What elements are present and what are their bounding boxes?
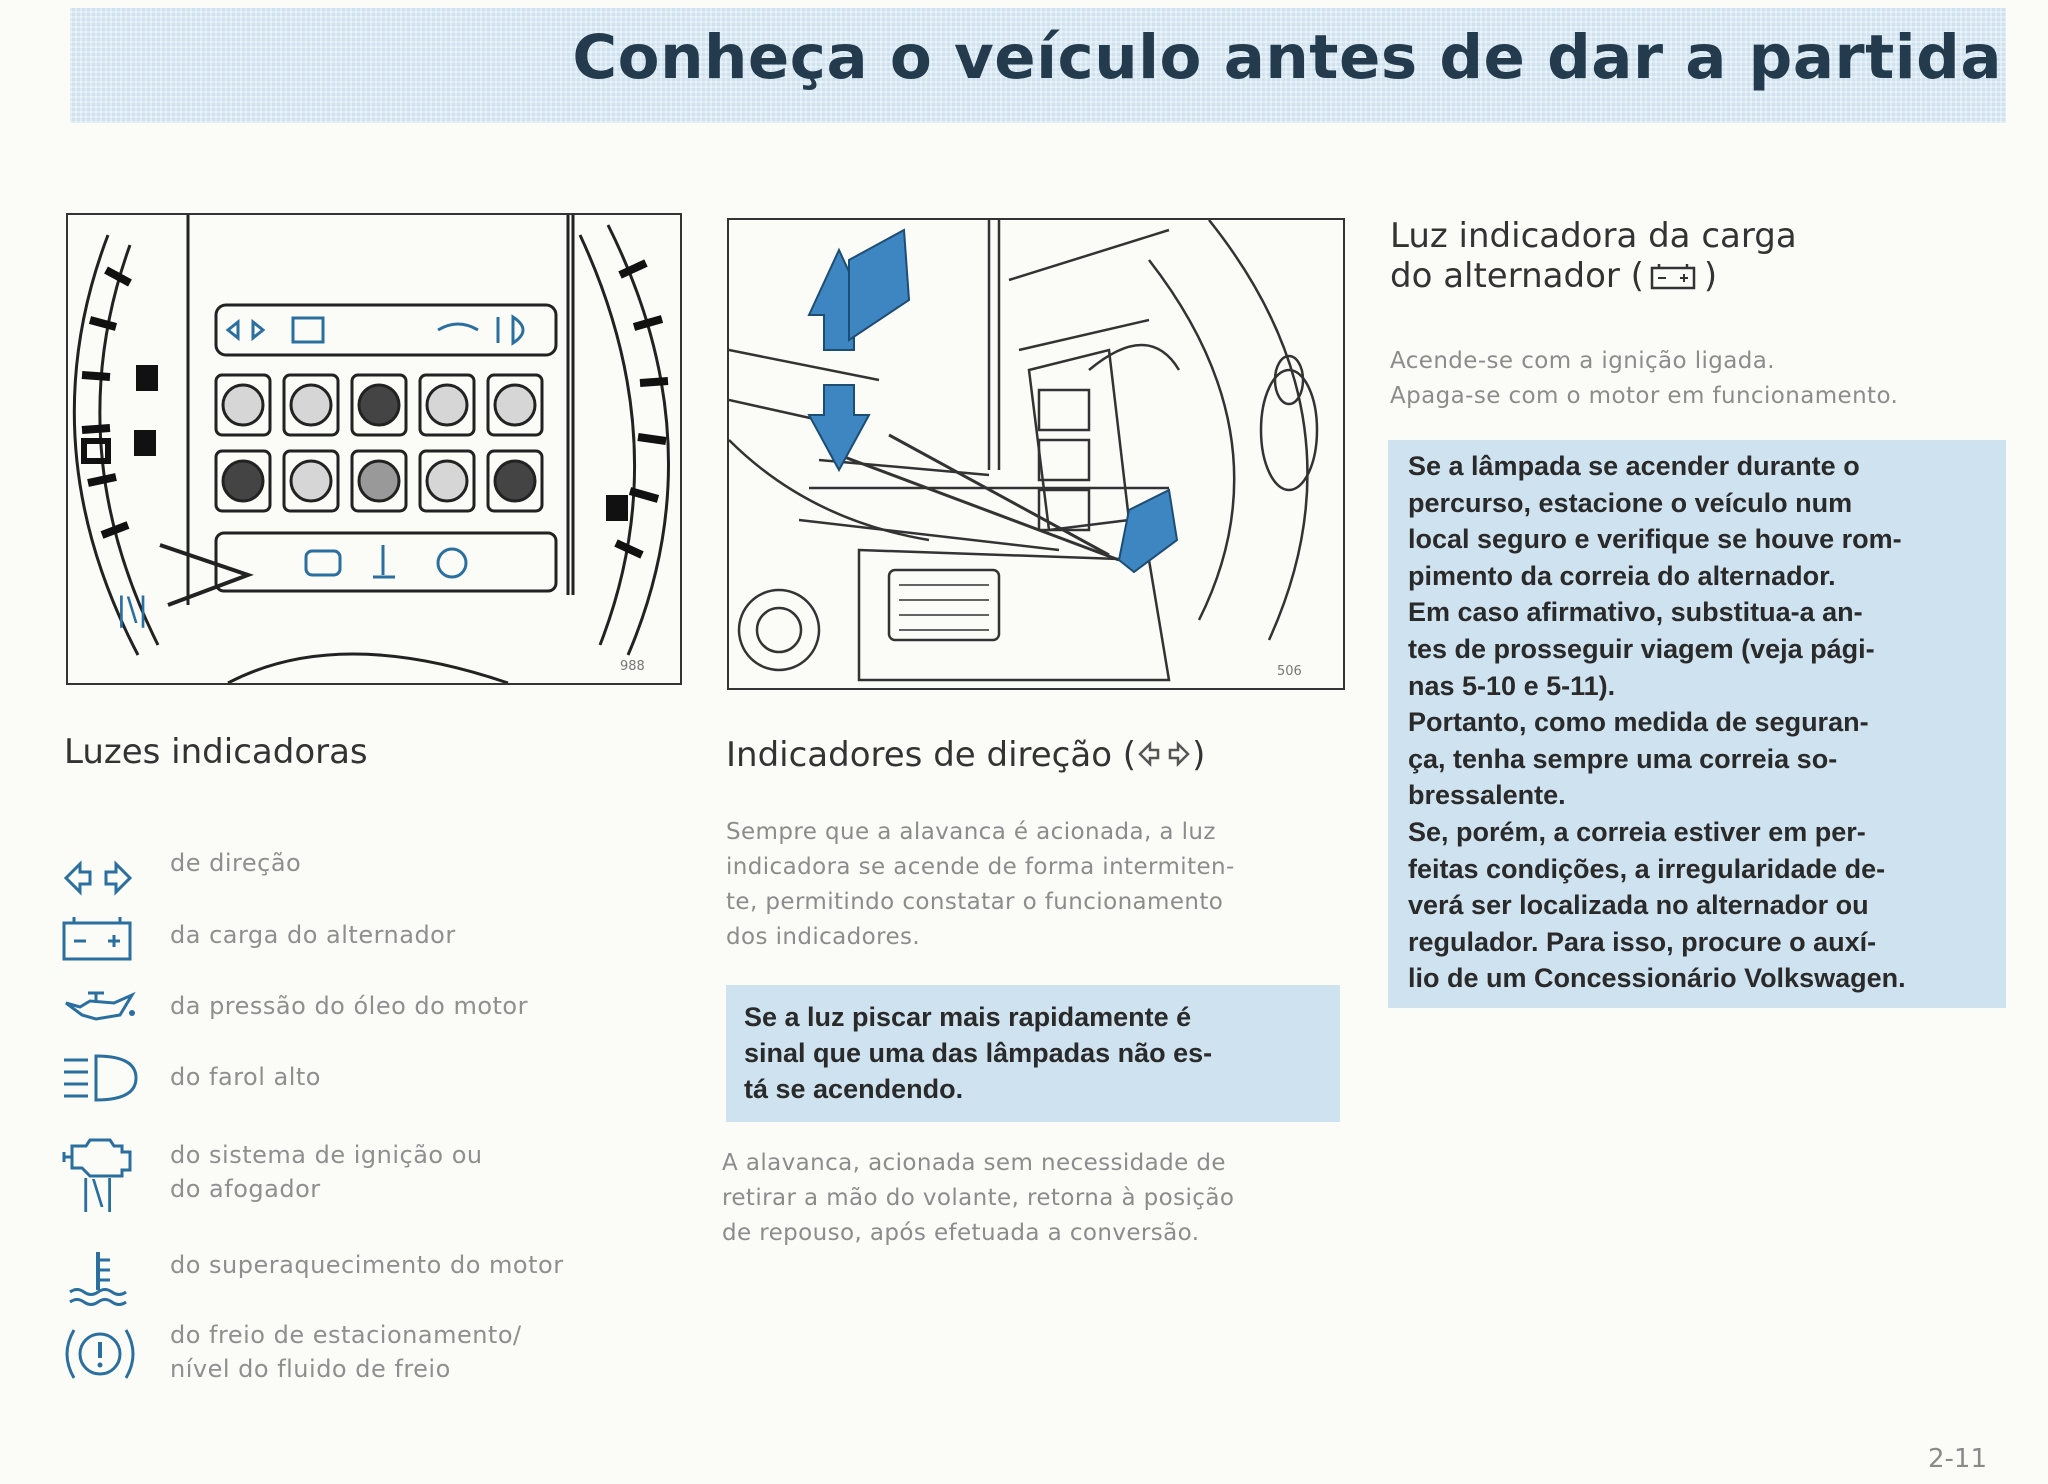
turn-signal-arrows-icon bbox=[60, 852, 140, 904]
turn-signal-arrows-icon bbox=[1136, 740, 1192, 768]
page-title: Conheça o veículo antes de dar a partida bbox=[572, 22, 2002, 93]
direcao-note-box: Se a luz piscar mais rapidamente é sinal que uma das lâmpadas não es- tá se acendendo. bbox=[726, 985, 1340, 1122]
oil-can-icon bbox=[60, 985, 140, 1037]
choke-icon: |\| bbox=[80, 1173, 116, 1213]
turn-signal-lever-figure bbox=[727, 218, 1345, 690]
alternador-note-box: Se a lâmpada se acender durante o percurso, estacione o veículo num local seguro e verifique se houve rom- pimento da correia do alternador. Em caso afirmativo, substitua-a an- tes de prosseguir viagem (veja pági- nas 5-10 e 5-11). Portanto, como medida de seguran- ça, tenha sempre uma correia so- bressalente. Se, porém, a correia estiver em per- feitas condições, a irregularidade de- verá ser localizada no alternador ou regulador. Para isso, procure o auxí- lio de um Concessionário Volkswagen. bbox=[1388, 440, 2006, 1008]
direcao-paragraph-1: Sempre que a alavanca é acionada, a luz indicadora se acende de forma intermiten- te, permitindo constatar o funcionamento dos indicadores. bbox=[726, 819, 1235, 950]
battery-icon bbox=[1648, 261, 1700, 291]
battery-icon bbox=[60, 913, 140, 965]
legend-text: da carga do alternador bbox=[170, 921, 456, 949]
legend-text: do sistema de ignição ou do afogador bbox=[170, 1141, 483, 1203]
direcao-paragraph-2: A alavanca, acionada sem necessidade de retirar a mão do volante, retorna à posição de repouso, após efetuada a conversão. bbox=[722, 1150, 1235, 1246]
legend-text: da pressão do óleo do motor bbox=[170, 992, 528, 1020]
svg-text:|\|: |\| bbox=[116, 590, 149, 628]
legend-text: do superaquecimento do motor bbox=[170, 1251, 564, 1279]
legend-text: do farol alto bbox=[170, 1063, 321, 1091]
figure-number: 988 bbox=[620, 659, 645, 674]
alternador-heading: Luz indicadora da carga do alternador ( ) bbox=[1390, 216, 1797, 296]
temperature-icon bbox=[60, 1248, 140, 1308]
high-beam-icon bbox=[60, 1052, 140, 1104]
brake-warning-icon bbox=[60, 1322, 140, 1386]
figure-number: 506 bbox=[1277, 664, 1302, 679]
alternador-paragraph: Acende-se com a ignição ligada. Apaga-se com o motor em funcionamento. bbox=[1390, 348, 1899, 409]
legend-text: de direção bbox=[170, 849, 302, 877]
indicator-legend bbox=[0, 0, 700, 1484]
turn-signal-lever-illustration bbox=[729, 220, 1343, 688]
page-number: 2-11 bbox=[1928, 1444, 1988, 1474]
direcao-heading: Indicadores de direção ( ) bbox=[726, 735, 1206, 775]
luzes-heading: Luzes indicadoras bbox=[64, 732, 368, 772]
legend-text: do freio de estacionamento/ nível do fluido de freio bbox=[170, 1321, 522, 1383]
